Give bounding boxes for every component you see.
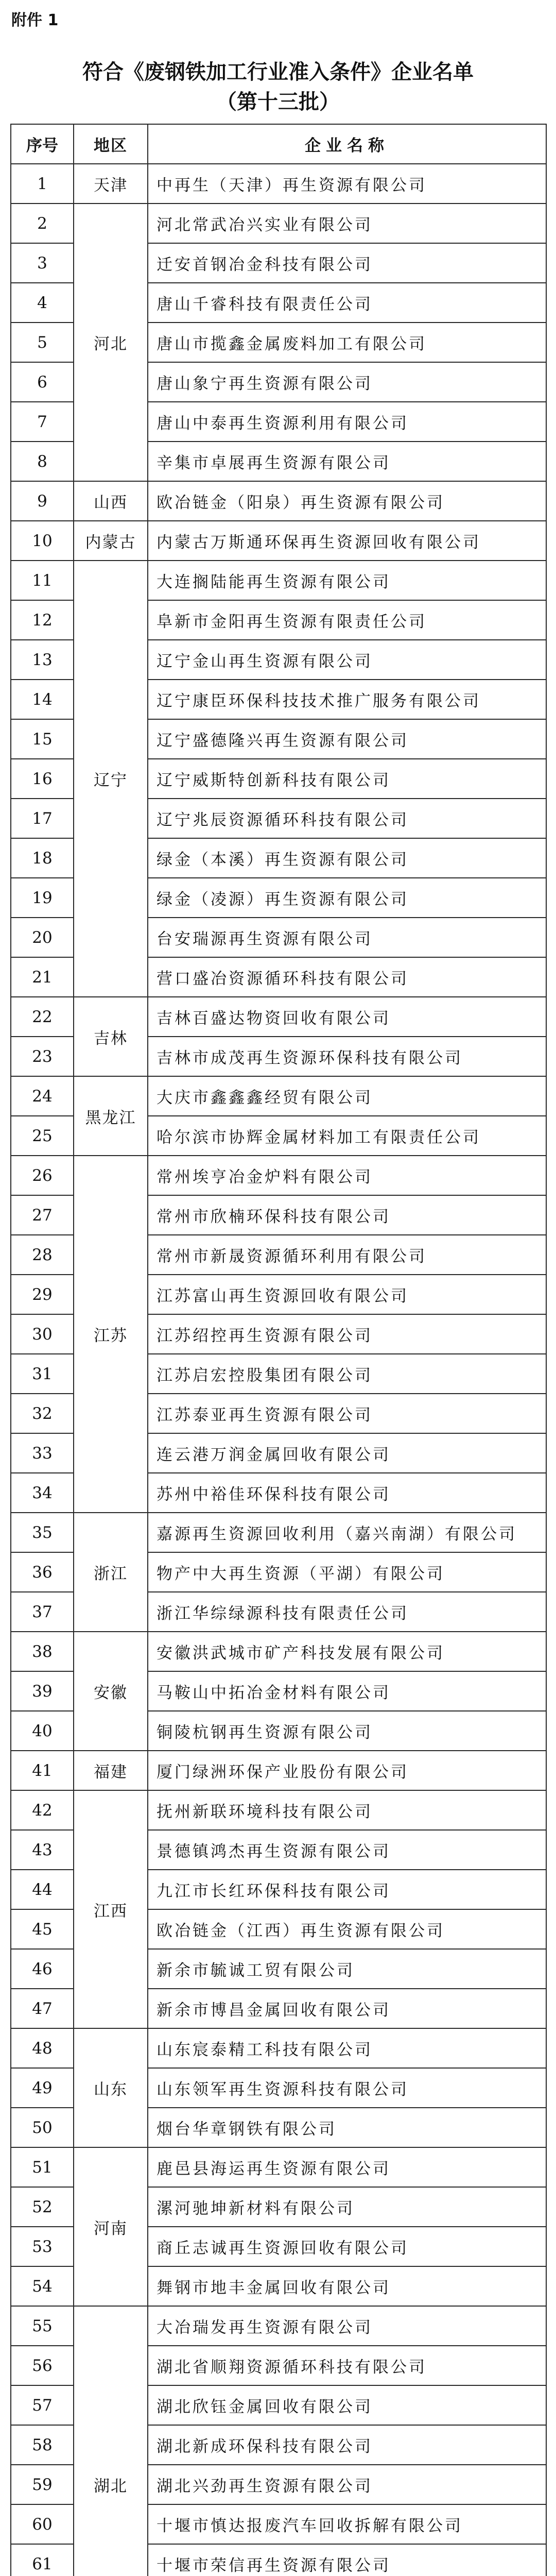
row-number: 23 [11,1037,74,1077]
row-number: 56 [11,2346,74,2386]
row-number: 3 [11,244,74,283]
row-number: 19 [11,878,74,918]
company-name: 迁安首钢冶金科技有限公司 [148,244,547,283]
region-cell: 江西 [74,1791,148,2029]
company-name: 新余市博昌金属回收有限公司 [148,1989,547,2029]
row-number: 50 [11,2108,74,2148]
company-name: 唐山中泰再生资源利用有限公司 [148,402,547,442]
company-name: 欧冶链金（阳泉）再生资源有限公司 [148,482,547,521]
row-number: 55 [11,2307,74,2346]
header-seq: 序号 [11,125,74,164]
company-name: 唐山市揽鑫金属废料加工有限公司 [148,323,547,363]
company-name: 哈尔滨市协辉金属材料加工有限责任公司 [148,1116,547,1156]
row-number: 16 [11,759,74,799]
company-name: 嘉源再生资源回收利用（嘉兴南湖）有限公司 [148,1513,547,1553]
row-number: 21 [11,958,74,997]
company-name: 湖北兴劲再生资源有限公司 [148,2465,547,2505]
company-name: 物产中大再生资源（平湖）有限公司 [148,1553,547,1592]
row-number: 34 [11,1473,74,1513]
header-region: 地区 [74,125,148,164]
row-number: 48 [11,2029,74,2069]
company-name: 浙江华综绿源科技有限责任公司 [148,1592,547,1632]
company-name: 中再生（天津）再生资源有限公司 [148,164,547,204]
row-number: 29 [11,1275,74,1315]
company-name: 安徽洪武城市矿产科技发展有限公司 [148,1632,547,1672]
row-number: 51 [11,2148,74,2188]
row-number: 58 [11,2426,74,2465]
row-number: 36 [11,1553,74,1592]
company-name: 十堰市荣信再生资源有限公司 [148,2545,547,2576]
region-cell: 山东 [74,2029,148,2148]
row-number: 10 [11,521,74,561]
company-name: 欧冶链金（江西）再生资源有限公司 [148,1910,547,1950]
row-number: 35 [11,1513,74,1553]
company-name: 江苏富山再生资源回收有限公司 [148,1275,547,1315]
row-number: 1 [11,164,74,204]
region-cell: 河南 [74,2148,148,2307]
region-cell: 湖北 [74,2307,148,2576]
row-number: 17 [11,799,74,839]
row-number: 52 [11,2188,74,2227]
document-batch-subtitle: （第十三批） [216,90,340,114]
company-name: 烟台华章钢铁有限公司 [148,2108,547,2148]
company-name: 连云港万润金属回收有限公司 [148,1434,547,1473]
row-number: 26 [11,1156,74,1196]
company-name: 吉林百盛达物资回收有限公司 [148,997,547,1037]
company-name: 舞钢市地丰金属回收有限公司 [148,2267,547,2307]
row-number: 39 [11,1672,74,1711]
company-name: 唐山千睿科技有限责任公司 [148,283,547,323]
company-name: 湖北省顺翔资源循环科技有限公司 [148,2346,547,2386]
row-number: 49 [11,2069,74,2108]
company-name: 江苏绍控再生资源有限公司 [148,1315,547,1354]
row-number: 8 [11,442,74,482]
company-name: 绿金（本溪）再生资源有限公司 [148,839,547,878]
row-number: 59 [11,2465,74,2505]
row-number: 47 [11,1989,74,2029]
region-cell: 福建 [74,1751,148,1791]
row-number: 11 [11,561,74,601]
row-number: 5 [11,323,74,363]
region-cell: 内蒙古 [74,521,148,561]
company-name: 阜新市金阳再生资源有限责任公司 [148,601,547,640]
company-name: 铜陵杭钢再生资源有限公司 [148,1711,547,1751]
company-name: 湖北新成环保科技有限公司 [148,2426,547,2465]
row-number: 41 [11,1751,74,1791]
row-number: 4 [11,283,74,323]
company-name: 十堰市慎达报废汽车回收拆解有限公司 [148,2505,547,2545]
company-name: 辽宁威斯特创新科技有限公司 [148,759,547,799]
company-name: 漯河驰坤新材料有限公司 [148,2188,547,2227]
company-name: 湖北欣钰金属回收有限公司 [148,2386,547,2426]
row-number: 25 [11,1116,74,1156]
row-number: 7 [11,402,74,442]
company-name: 绿金（凌源）再生资源有限公司 [148,878,547,918]
attachment-label: 附件 1 [11,11,59,29]
row-number: 12 [11,601,74,640]
row-number: 42 [11,1791,74,1831]
company-name: 山东领军再生资源科技有限公司 [148,2069,547,2108]
company-name: 抚州新联环境科技有限公司 [148,1791,547,1831]
company-name: 台安瑞源再生资源有限公司 [148,918,547,958]
row-number: 60 [11,2505,74,2545]
row-number: 18 [11,839,74,878]
row-number: 28 [11,1235,74,1275]
company-name: 新余市毓诚工贸有限公司 [148,1950,547,1989]
company-name: 鹿邑县海运再生资源有限公司 [148,2148,547,2188]
row-number: 2 [11,204,74,244]
company-name: 大连搁陆能再生资源有限公司 [148,561,547,601]
region-cell: 辽宁 [74,561,148,997]
row-number: 22 [11,997,74,1037]
row-number: 27 [11,1196,74,1235]
row-number: 9 [11,482,74,521]
company-name: 吉林市成茂再生资源环保科技有限公司 [148,1037,547,1077]
company-name: 厦门绿洲环保产业股份有限公司 [148,1751,547,1791]
row-number: 33 [11,1434,74,1473]
row-number: 44 [11,1870,74,1910]
region-cell: 山西 [74,482,148,521]
company-name: 九江市长红环保科技有限公司 [148,1870,547,1910]
company-name: 辽宁康臣环保科技技术推广服务有限公司 [148,680,547,720]
region-cell: 江苏 [74,1156,148,1513]
company-name: 唐山象宁再生资源有限公司 [148,363,547,402]
row-number: 38 [11,1632,74,1672]
row-number: 40 [11,1711,74,1751]
row-number: 37 [11,1592,74,1632]
row-number: 24 [11,1077,74,1116]
region-cell: 浙江 [74,1513,148,1632]
company-list-table [10,124,547,2576]
company-name: 苏州中裕佳环保科技有限公司 [148,1473,547,1513]
row-number: 53 [11,2227,74,2267]
row-number: 57 [11,2386,74,2426]
region-cell: 黑龙江 [74,1077,148,1156]
company-name: 景德镇鸿杰再生资源有限公司 [148,1831,547,1870]
company-name: 大庆市鑫鑫鑫经贸有限公司 [148,1077,547,1116]
region-cell: 吉林 [74,997,148,1077]
company-name: 常州埃亨冶金炉料有限公司 [148,1156,547,1196]
region-cell: 天津 [74,164,148,204]
document-title: 符合《废钢铁加工行业准入条件》企业名单 [82,60,474,84]
row-number: 61 [11,2545,74,2576]
row-number: 31 [11,1354,74,1394]
row-number: 14 [11,680,74,720]
company-name: 辛集市卓展再生资源有限公司 [148,442,547,482]
company-name: 马鞍山中拓冶金材料有限公司 [148,1672,547,1711]
row-number: 15 [11,720,74,759]
row-number: 13 [11,640,74,680]
row-number: 43 [11,1831,74,1870]
company-name: 辽宁兆辰资源循环科技有限公司 [148,799,547,839]
row-number: 6 [11,363,74,402]
company-name: 江苏泰亚再生资源有限公司 [148,1394,547,1434]
header-company: 企业名称 [148,125,547,164]
region-cell: 河北 [74,204,148,482]
company-name: 辽宁盛德隆兴再生资源有限公司 [148,720,547,759]
region-cell: 安徽 [74,1632,148,1751]
company-name: 山东宸泰精工科技有限公司 [148,2029,547,2069]
company-name: 商丘志诚再生资源回收有限公司 [148,2227,547,2267]
row-number: 45 [11,1910,74,1950]
company-name: 营口盛冶资源循环科技有限公司 [148,958,547,997]
company-name: 辽宁金山再生资源有限公司 [148,640,547,680]
company-name: 内蒙古万斯通环保再生资源回收有限公司 [148,521,547,561]
row-number: 46 [11,1950,74,1989]
row-number: 20 [11,918,74,958]
company-name: 大冶瑞发再生资源有限公司 [148,2307,547,2346]
row-number: 32 [11,1394,74,1434]
company-name: 江苏启宏控股集团有限公司 [148,1354,547,1394]
company-name: 河北常武冶兴实业有限公司 [148,204,547,244]
row-number: 30 [11,1315,74,1354]
row-number: 54 [11,2267,74,2307]
company-name: 常州市欣楠环保科技有限公司 [148,1196,547,1235]
company-name: 常州市新晟资源循环利用有限公司 [148,1235,547,1275]
